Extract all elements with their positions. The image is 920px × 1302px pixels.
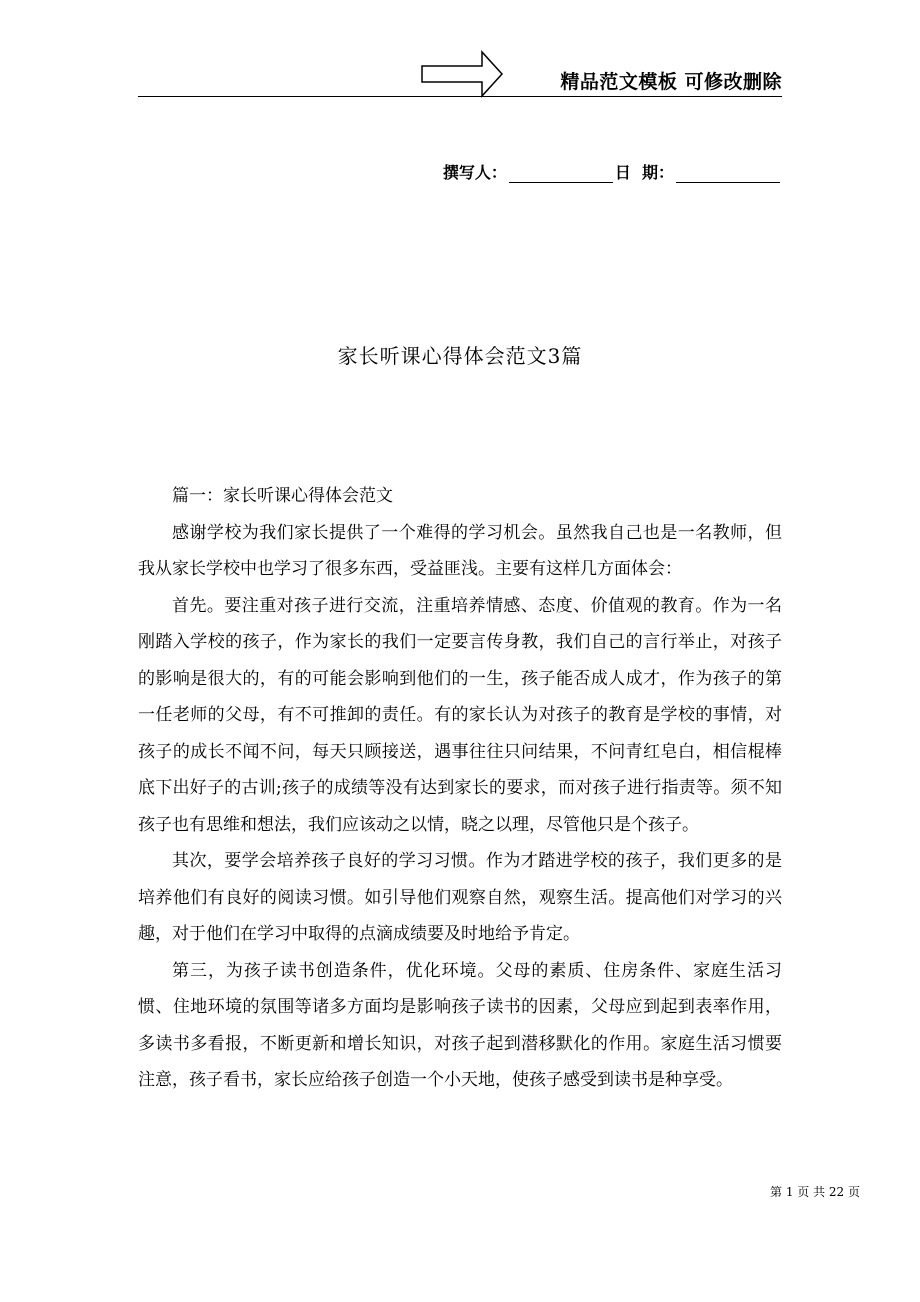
paragraph: 感谢学校为我们家长提供了一个难得的学习机会。虽然我自己也是一名教师，但我从家长学校中也学习了很多东西，受益匪浅。主要有这样几方面体会： [138, 522, 782, 579]
date-blank [676, 164, 780, 183]
header-title: 精品范文模板 可修改删除 [560, 71, 782, 93]
page-number: 第 1 页 共 22 页 [770, 1185, 860, 1199]
paragraph: 其次，要学会培养孩子良好的学习习惯。作为才踏进学校的孩子，我们更多的是培养他们有良好的阅读习惯。如引导他们观察自然，观察生活。提高他们对学习的兴趣，对于他们在学习中取得的点滴成绩要及时地给予肯定。 [138, 851, 782, 944]
arrow-icon [420, 50, 504, 98]
paragraph: 第三，为孩子读书创造条件，优化环境。父母的素质、住房条件、家庭生活习惯、住地环境的氛围等诸多方面均是影响孩子读书的因素，父母应到起到表率作用，多读书多看报，不断更新和增长知识，对孩子起到潜移默化的作用。家庭生活习惯要注意，孩子看书，家长应给孩子创造一个小天地，使孩子感受到读书是种享受。 [138, 960, 782, 1090]
author-label: 撰写人： [442, 163, 507, 182]
author-blank [509, 164, 613, 183]
date-label: 日 期： [614, 163, 674, 182]
document-body [138, 478, 782, 1099]
document-title: 家长听课心得体会范文3篇 [337, 344, 583, 368]
paragraph: 首先。要注重对孩子进行交流，注重培养情感、态度、价值观的教育。作为一名刚踏入学校的孩子，作为家长的我们一定要言传身教，我们自己的言行举止，对孩子的影响是很大的，有的可能会影响到他们的一生，孩子能否成人成才，作为孩子的第一任老师的父母，有不可推卸的责任。有的家长认为对孩子的教育是学校的事情，对孩子的成长不闻不问，每天只顾接送，遇事往往只问结果，不问青红皂白，相信棍棒底下出好子的古训;孩子的成绩等没有达到家长的要求，而对孩子进行指责等。须不知孩子也有思维和想法，我们应该动之以情，晓之以理，尽管他只是个孩子。 [138, 595, 782, 835]
header-divider [138, 96, 782, 97]
section-heading: 篇一：家长听课心得体会范文 [172, 486, 393, 506]
author-date-line [443, 160, 782, 183]
